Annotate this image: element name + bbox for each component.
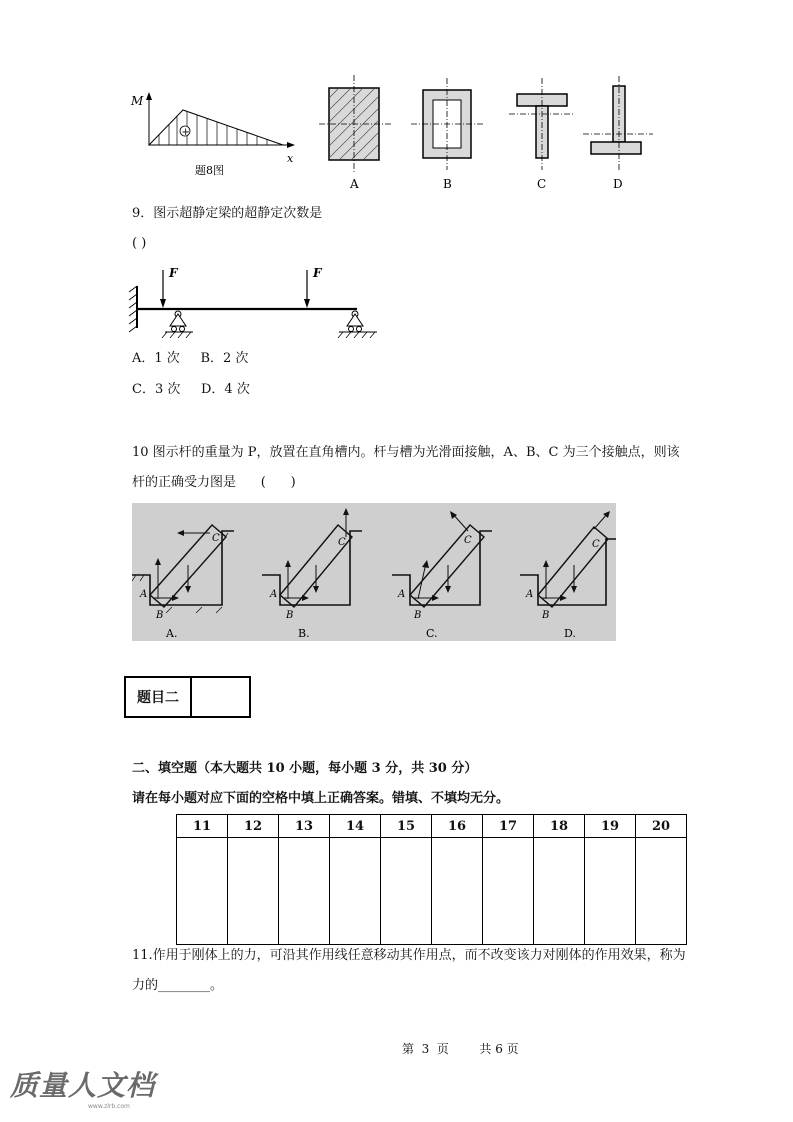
q10-a-point-c: C (212, 533, 220, 544)
positive-sign: + (181, 127, 190, 138)
answer-cell-17[interactable] (483, 838, 534, 945)
q11-line2: 力的________。 (132, 978, 224, 993)
q10-d-point-a: A (526, 589, 534, 600)
answer-header-15: 15 (381, 815, 432, 838)
section-option-a: A (350, 177, 359, 191)
answer-table (176, 814, 687, 945)
watermark-logo (10, 1070, 160, 1114)
answer-header-19: 19 (585, 815, 636, 838)
watermark-text: 质量人文档 (10, 1069, 156, 1102)
section-box-label: 题目二 (126, 678, 192, 716)
section-score-cell[interactable] (192, 678, 249, 716)
answer-cell-20[interactable] (636, 838, 687, 945)
section-option-c: C (537, 177, 547, 191)
answer-cell-19[interactable] (585, 838, 636, 945)
q10-option-c-diagram (392, 511, 492, 640)
answer-header-17: 17 (483, 815, 534, 838)
section2-instruction: 请在每小题对应下面的空格中填上正确答案。错填、不填均无分。 (132, 791, 510, 806)
q8-figure-drawing (125, 70, 665, 200)
q10-option-d-label: D. (564, 627, 576, 640)
q10-stem-line1: 10 图示杆的重量为 P，放置在直角槽内。杆与槽为光滑面接触，A、B、C 为三个接触点，则该 (132, 445, 680, 460)
answer-cell-16[interactable] (432, 838, 483, 945)
answer-header-14: 14 (330, 815, 381, 838)
section-score-box (124, 676, 251, 718)
q10-option-a-diagram (132, 525, 234, 640)
q10-option-b-label: B. (298, 627, 310, 640)
q10-option-c-label: C. (426, 627, 438, 640)
force-label-1: F (169, 266, 178, 280)
q10-option-a-label: A. (166, 627, 178, 640)
x-axis-label: x (287, 152, 294, 165)
section-option-b: B (443, 177, 452, 191)
answer-header-11: 11 (177, 815, 228, 838)
q10-b-point-c: C (338, 537, 346, 548)
q8-caption: 题8图 (195, 164, 224, 177)
answer-header-12: 12 (228, 815, 279, 838)
answer-header-16: 16 (432, 815, 483, 838)
page-footer: 第 3 页 共 6 页 (402, 1042, 519, 1056)
q10-force-diagram-options (132, 503, 616, 641)
q10-b-point-b: B (286, 610, 294, 621)
q9-stem: 9．图示超静定梁的超静定次数是 (132, 206, 323, 221)
q11-line1: 11.作用于刚体上的力，可沿其作用线任意移动其作用点，而不改变该力对刚体的作用效果，称为 (132, 948, 686, 963)
answer-cell-13[interactable] (279, 838, 330, 945)
q9-options-row1: A．1 次 B．2 次 (132, 351, 249, 366)
force-label-2: F (313, 266, 322, 280)
moment-axis-label: M (131, 94, 144, 108)
answer-cell-12[interactable] (228, 838, 279, 945)
q10-c-point-b: B (414, 610, 422, 621)
section2-heading: 二、填空题（本大题共 10 小题，每小题 3 分，共 30 分） (132, 761, 478, 776)
q10-c-point-a: A (398, 589, 406, 600)
answer-cell-15[interactable] (381, 838, 432, 945)
q10-c-point-c: C (464, 535, 472, 546)
watermark-url: www.zlrb.com (88, 1103, 130, 1110)
q9-answer-blank: ( ) (132, 236, 147, 251)
answer-header-20: 20 (636, 815, 687, 838)
answer-cell-11[interactable] (177, 838, 228, 945)
answer-cell-18[interactable] (534, 838, 585, 945)
q10-a-point-b: B (156, 610, 164, 621)
q10-option-b-diagram (262, 508, 362, 640)
q8-figure (125, 70, 665, 200)
q10-a-point-a: A (140, 589, 148, 600)
answer-cell-14[interactable] (330, 838, 381, 945)
q10-d-point-b: B (542, 610, 550, 621)
answer-header-13: 13 (279, 815, 330, 838)
q9-options-row2: C．3 次 D．4 次 (132, 382, 250, 397)
q10-d-point-c: C (592, 539, 600, 550)
q10-option-d-diagram (520, 511, 616, 640)
answer-header-18: 18 (534, 815, 585, 838)
q9-beam-figure (125, 262, 395, 344)
q10-b-point-a: A (270, 589, 278, 600)
q10-stem-line2: 杆的正确受力图是 ( ) (132, 475, 296, 490)
section-option-d: D (613, 177, 623, 191)
